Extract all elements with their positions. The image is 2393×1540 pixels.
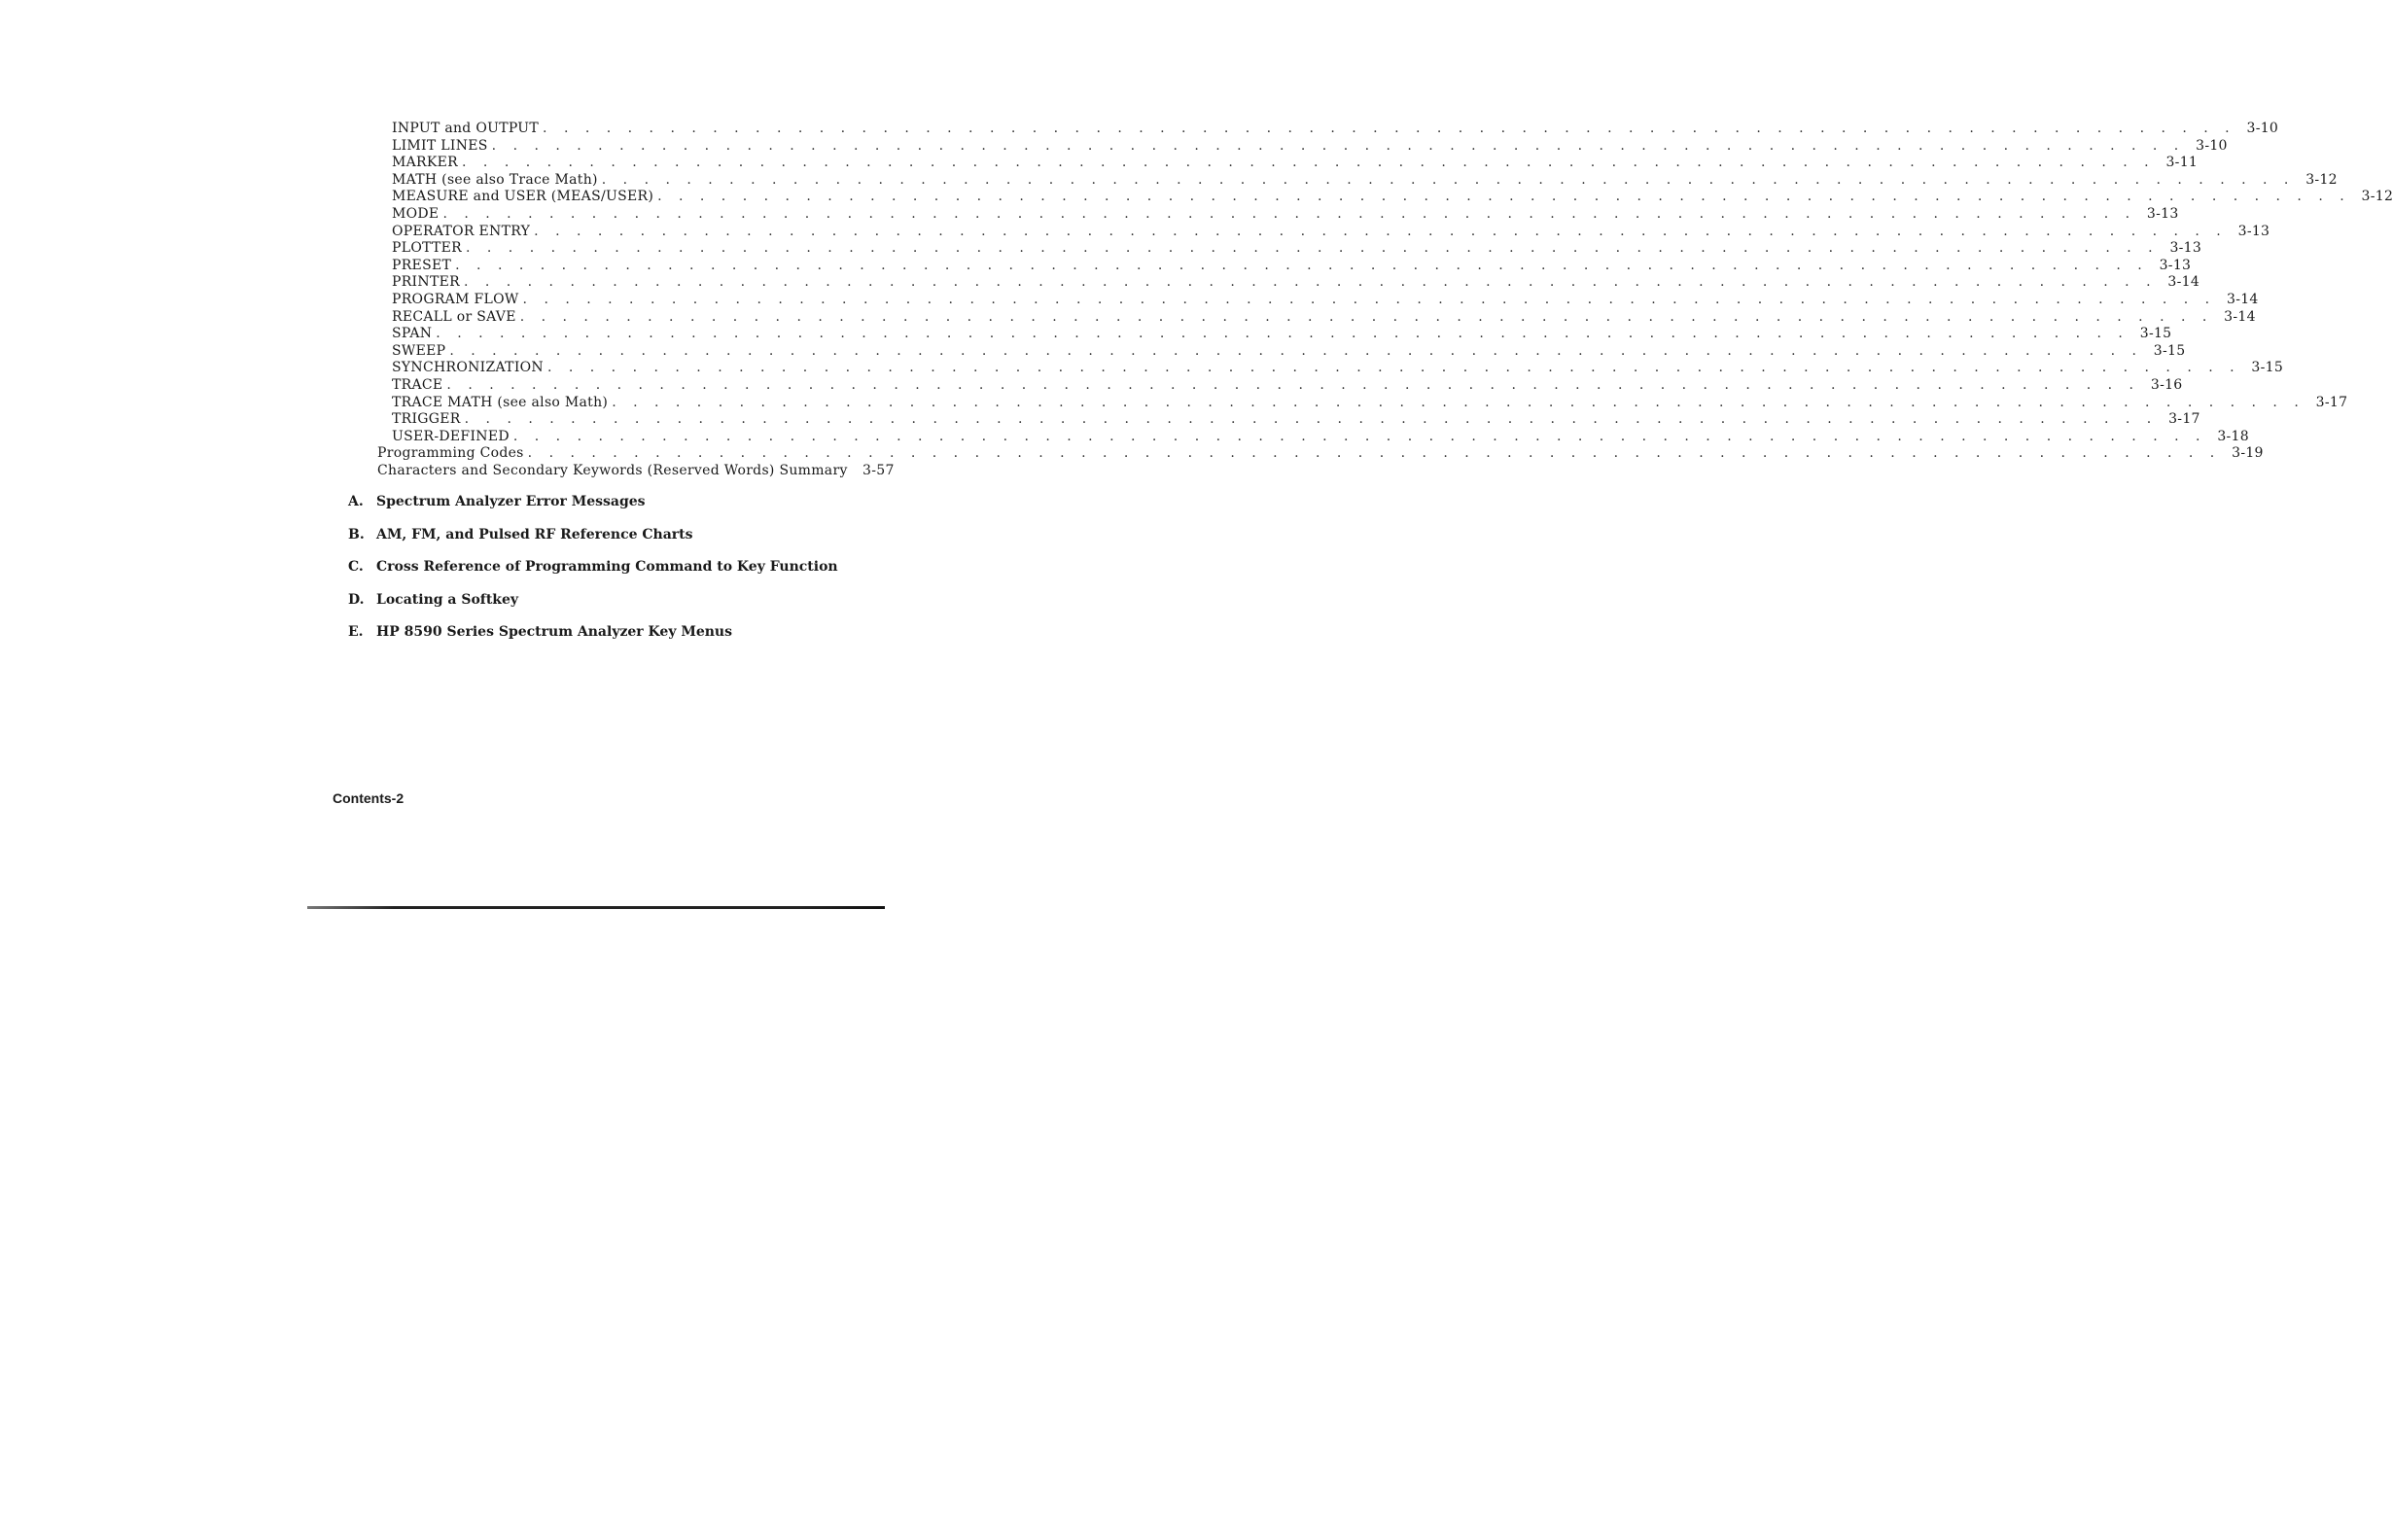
toc-dot-leader: . . . . . . . . . . . . . . . . . . . . . . . . . . . . . . . . . . . . . . . . . . . . . . . . . . . . . . . . . . . . . . . . . . . . . . . . . . . . . . . . xyxy=(546,360,2241,376)
toc-dot-leader: . . . . . . . . . . . . . . . . . . . . . . . . . . . . . . . . . . . . . . . . . . . . . . . . . . . . . . . . . . . . . . . . . . . . . . . . . . . . . . . . xyxy=(522,291,2216,307)
appendix-letter: A. xyxy=(348,494,364,509)
toc-dot-leader: . . . . . . . . . . . . . . . . . . . . . . . . . . . . . . . . . . . . . . . . . . . . . . . . . . . . . . . . . . . . . . . . . . . . . . . . . . . . . . . . xyxy=(601,171,2295,188)
toc-dot-leader: . . . . . . . . . . . . . . . . . . . . . . . . . . . . . . . . . . . . . . . . . . . . . . . . . . . . . . . . . . . . . . . . . . . . . . . . . . . . . . . . xyxy=(446,376,2140,393)
toc-entry[interactable] xyxy=(377,411,2200,429)
table-of-contents xyxy=(377,121,2393,479)
appendix-letter: D. xyxy=(348,591,365,608)
toc-entry[interactable] xyxy=(377,342,2186,361)
bottom-rule xyxy=(307,906,885,909)
toc-entry-title: TRIGGER xyxy=(392,411,461,428)
toc-entry-title: MARKER xyxy=(392,155,459,171)
toc-entry-title: PRINTER xyxy=(392,274,460,291)
toc-entry[interactable] xyxy=(377,326,2172,343)
toc-entry-title: TRACE xyxy=(392,376,443,393)
toc-entry-title: MATH (see also Trace Math) xyxy=(392,171,598,188)
toc-dot-leader: . . . . . . . . . . . . . . . . . . . . . . . . . . . . . . . . . . . . . . . . . . . . . . . . . . . . . . . . . . . . . . . . . . . . . . . . . . . . . . . . xyxy=(612,394,2305,410)
toc-entry[interactable] xyxy=(377,445,2264,463)
appendix-list xyxy=(348,494,854,657)
toc-entry-page: 3-13 xyxy=(2146,205,2179,222)
toc-dot-leader: . . . . . . . . . . . . . . . . . . . . . . . . . . . . . . . . . . . . . . . . . . . . . . . . . . . . . . . . . . . . . . . . . . . . . . . . . . . . . . . . xyxy=(519,308,2213,325)
toc-entry-page: 3-17 xyxy=(2315,394,2348,410)
appendix-entry[interactable] xyxy=(348,624,854,657)
toc-entry-page: 3-11 xyxy=(2165,155,2199,171)
appendix-letter: E. xyxy=(348,624,364,640)
toc-entry-title: SWEEP xyxy=(392,342,446,359)
toc-entry-title: Characters and Secondary Keywords (Reserved Words) Summary xyxy=(377,462,848,478)
toc-entry-title: TRACE MATH (see also Math) xyxy=(392,394,609,410)
appendix-entry[interactable] xyxy=(348,592,854,625)
appendix-entry[interactable] xyxy=(348,494,854,527)
toc-entry[interactable] xyxy=(377,257,2192,275)
toc-entry[interactable] xyxy=(377,274,2200,292)
toc-entry-page: 3-13 xyxy=(2159,257,2192,273)
toc-entry[interactable] xyxy=(377,394,2348,412)
appendix-letter: B. xyxy=(348,526,365,542)
toc-entry-page: 3-15 xyxy=(2139,326,2172,342)
toc-dot-leader: . . . . . . . . . . . . . . . . . . . . . . . . . . . . . . . . . . . . . . . . . . . . . . . . . . . . . . . . . . . . . . . . . . . . . . . . . . . . . . . . xyxy=(449,342,2143,359)
toc-entry[interactable] xyxy=(377,189,2393,206)
toc-entry[interactable] xyxy=(377,240,2202,258)
toc-entry-page: 3-12 xyxy=(2305,171,2338,188)
toc-entry[interactable] xyxy=(377,121,2279,138)
toc-entry-page: 3-14 xyxy=(2167,274,2200,291)
toc-entry-title: LIMIT LINES xyxy=(392,137,488,154)
toc-entry-page: 3-10 xyxy=(2246,121,2279,136)
toc-entry-title: MEASURE and USER (MEAS/USER) xyxy=(392,189,654,205)
toc-entry[interactable] xyxy=(377,360,2284,377)
toc-dot-leader: . . . . . . . . . . . . . . . . . . . . . . . . . . . . . . . . . . . . . . . . . . . . . . . . . . . . . . . . . . . . . . . . . . . . . . . . . . . . . . . . xyxy=(512,428,2206,444)
toc-dot-leader: . . . . . . . . . . . . . . . . . . . . . . . . . . . . . . . . . . . . . . . . . . . . . . . . . . . . . . . . . . . . . . . . . . . . . . . . . . . . . . . . xyxy=(436,326,2129,342)
toc-entry-title: SPAN xyxy=(392,326,433,342)
toc-entry-title: RECALL or SAVE xyxy=(392,308,516,325)
toc-entry[interactable] xyxy=(377,137,2228,156)
toc-entry-page: 3-15 xyxy=(2153,342,2186,359)
appendix-title: Locating a Softkey xyxy=(376,591,519,608)
appendix-title: HP 8590 Series Spectrum Analyzer Key Menus xyxy=(376,624,732,640)
toc-dot-leader: . . . . . . . . . . . . . . . . . . . . . . . . . . . . . . . . . . . . . . . . . . . . . . . . . . . . . . . . . . . . . . . . . . . . . . . . . . . . . . . . xyxy=(657,189,2351,205)
appendix-title: AM, FM, and Pulsed RF Reference Charts xyxy=(376,526,693,542)
toc-entry[interactable] xyxy=(377,205,2179,224)
toc-entry[interactable] xyxy=(377,223,2270,241)
toc-entry-page: 3-13 xyxy=(2237,223,2270,239)
toc-entry-title: PLOTTER xyxy=(392,240,462,257)
toc-entry-page: 3-16 xyxy=(2150,376,2183,393)
page-footer-label: Contents-2 xyxy=(333,790,405,806)
toc-entry-page: 3-18 xyxy=(2217,428,2249,444)
appendix-title: Cross Reference of Programming Command to Key Function xyxy=(376,559,838,575)
toc-dot-leader: . . . . . . . . . . . . . . . . . . . . . . . . . . . . . . . . . . . . . . . . . . . . . . . . . . . . . . . . . . . . . . . . . . . . . . . . . . . . . . . . xyxy=(543,121,2236,136)
toc-entry[interactable] xyxy=(377,376,2183,395)
toc-dot-leader: . . . . . . . . . . . . . . . . . . . . . . . . . . . . . . . . . . . . . . . . . . . . . . . . . . . . . . . . . . . . . . . . . . . . . . . . . . . . . . . . xyxy=(462,155,2156,171)
toc-entry-page: 3-17 xyxy=(2168,411,2200,428)
toc-entry-title: Programming Codes xyxy=(377,445,524,462)
toc-entry-title: PRESET xyxy=(392,257,452,273)
toc-dot-leader: . . . . . . . . . . . . . . . . . . . . . . . . . . . . . . . . . . . . . . . . . . . . . . . . . . . . . . . . . . . . . . . . . . . . . . . . . . . . . . . . xyxy=(491,137,2185,154)
toc-entry-page: 3-57 xyxy=(862,462,895,478)
toc-entry[interactable] xyxy=(377,428,2249,446)
appendix-entry[interactable] xyxy=(348,527,854,560)
toc-entry[interactable] xyxy=(377,291,2259,309)
toc-entry-page: 3-19 xyxy=(2232,445,2264,462)
toc-entry-page: 3-14 xyxy=(2224,308,2256,325)
toc-dot-leader: . . . . . . . . . . . . . . . . . . . . . . . . . . . . . . . . . . . . . . . . . . . . . . . . . . . . . . . . . . . . . . . . . . . . . . . . . . . . . . . . xyxy=(464,411,2158,428)
toc-entry-title: OPERATOR ENTRY xyxy=(392,223,531,239)
toc-entry[interactable] xyxy=(377,171,2338,190)
toc-dot-leader: . . . . . . . . . . . . . . . . . . . . . . . . . . . . . . . . . . . . . . . . . . . . . . . . . . . . . . . . . . . . . . . . . . . . . . . . . . . . . . . . xyxy=(466,240,2160,257)
toc-dot-leader: . . . . . . . . . . . . . . . . . . . . . . . . . . . . . . . . . . . . . . . . . . . . . . . . . . . . . . . . . . . . . . . . . . . . . . . . . . . . . . . . xyxy=(463,274,2158,291)
toc-entry-title: MODE xyxy=(392,205,440,222)
toc-entry[interactable] xyxy=(377,462,895,480)
toc-entry-title: PROGRAM FLOW xyxy=(392,291,519,307)
appendix-entry[interactable] xyxy=(348,559,854,592)
toc-entry-page: 3-13 xyxy=(2169,240,2202,257)
appendix-letter: C. xyxy=(348,559,364,575)
toc-entry-title: USER-DEFINED xyxy=(392,428,510,444)
toc-entry[interactable] xyxy=(377,155,2199,172)
toc-entry-page: 3-12 xyxy=(2361,189,2393,205)
toc-dot-leader: . . . . . . . . . . . . . . . . . . . . . . . . . . . . . . . . . . . . . . . . . . . . . . . . . . . . . . . . . . . . . . . . . . . . . . . . . . . . . . . . xyxy=(527,445,2221,462)
toc-dot-leader: . . . . . . . . . . . . . . . . . . . . . . . . . . . . . . . . . . . . . . . . . . . . . . . . . . . . . . . . . . . . . . . . . . . . . . . . . . . . . . . . xyxy=(534,223,2228,239)
toc-dot-leader: . . . . . . . . . . . . . . . . . . . . . . . . . . . . . . . . . . . . . . . . . . . . . . . . . . . . . . . . . . . . . . . . . . . . . . . . . . . . . . . . xyxy=(442,205,2136,222)
toc-dot-leader: . . . . . . . . . . . . . . . . . . . . . . . . . . . . . . . . . . . . . . . . . . . . . . . . . . . . . . . . . . . . . . . . . . . . . . . . . . . . . . . . xyxy=(455,257,2149,273)
toc-entry-page: 3-15 xyxy=(2251,360,2284,376)
toc-entry[interactable] xyxy=(377,308,2256,327)
toc-entry-title: SYNCHRONIZATION xyxy=(392,360,544,376)
toc-entry-page: 3-14 xyxy=(2226,291,2259,307)
toc-entry-page: 3-10 xyxy=(2196,137,2228,154)
toc-entry-title: INPUT and OUTPUT xyxy=(392,121,540,136)
appendix-title: Spectrum Analyzer Error Messages xyxy=(376,494,646,509)
